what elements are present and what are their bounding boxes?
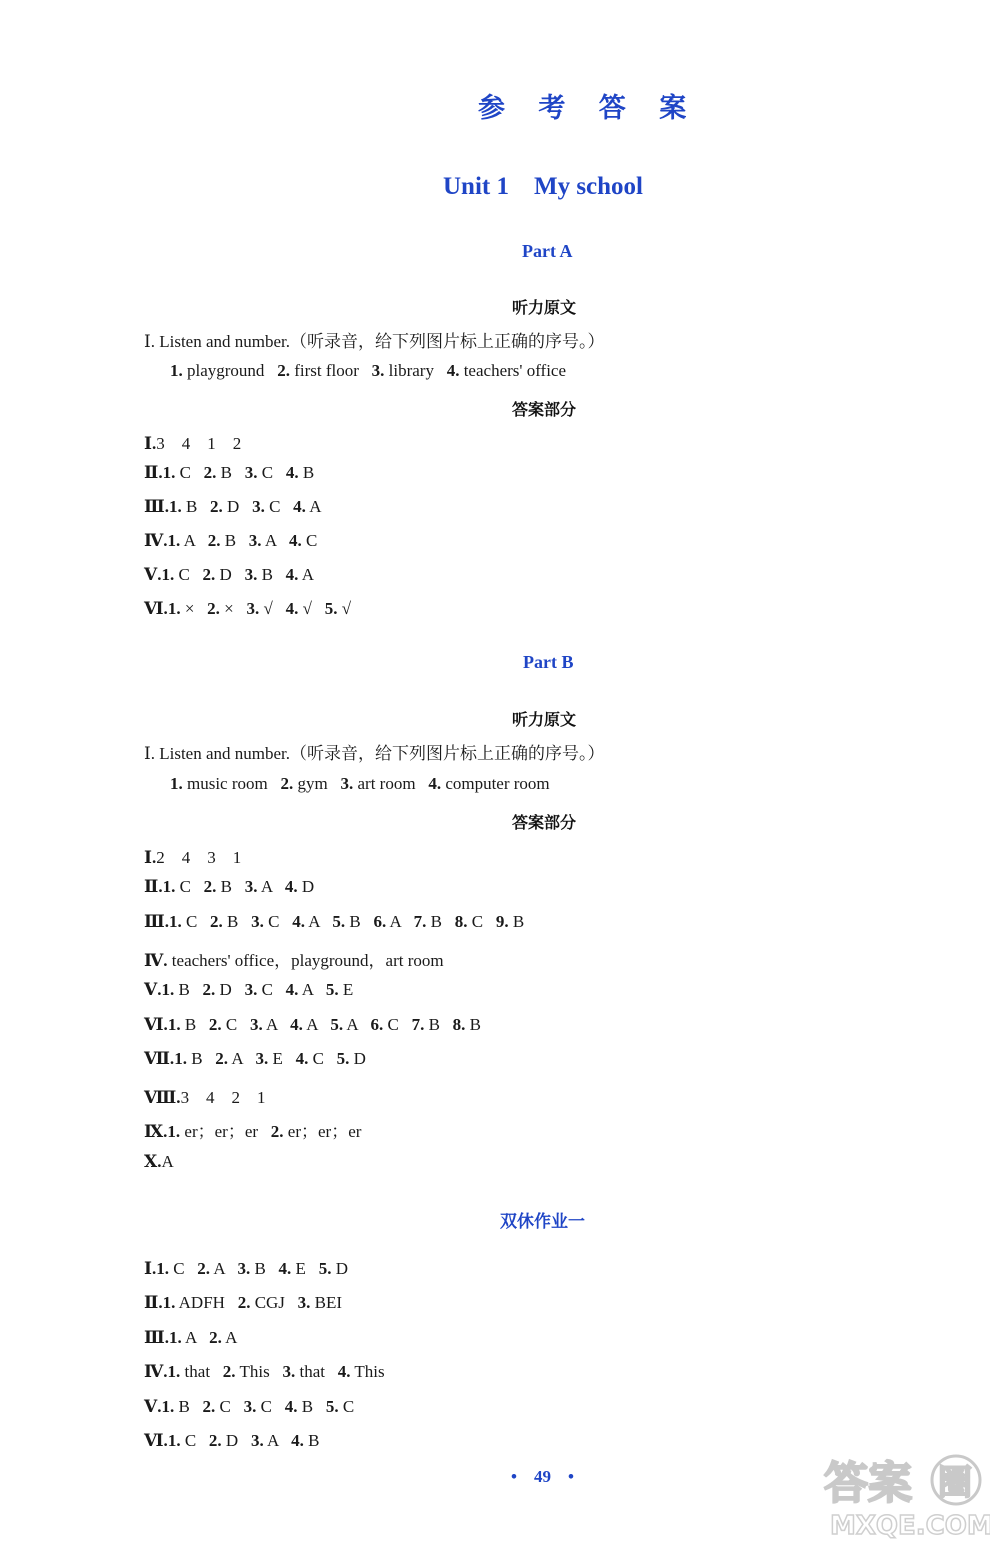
item-number: 3. [282, 1362, 296, 1382]
svg-text:答案: 答案 [824, 1458, 912, 1509]
svg-text:圈: 圈 [938, 1463, 972, 1503]
item-number: 4. [285, 599, 299, 618]
item-number: 2. [207, 531, 221, 550]
item-text: C [308, 1048, 337, 1068]
item-text: A [261, 531, 289, 550]
answer-row [144, 1117, 361, 1142]
item-number: 4. [446, 361, 460, 380]
item-text: A [343, 1014, 371, 1034]
item-text: A [298, 980, 326, 1000]
item-number: 2. [210, 497, 223, 516]
item-text: C [221, 1014, 250, 1034]
item-text: E [338, 980, 354, 1000]
item-number: 5. [325, 1396, 339, 1416]
item-number: 1. [161, 980, 175, 1000]
item-number: 3. [250, 1014, 263, 1034]
item-text: B [250, 1259, 279, 1278]
item-number: 2. [210, 911, 223, 931]
item-number: 2. [197, 1259, 211, 1278]
item-number: 6. [373, 911, 387, 931]
answer-row [144, 877, 314, 897]
item-text: A [181, 1327, 210, 1347]
roman-numeral: Ⅲ. [144, 1327, 169, 1347]
item-number: 1. [162, 1293, 176, 1313]
item-number: 2. [202, 980, 216, 1000]
item-text: gym [293, 774, 341, 793]
item-text: B [298, 463, 315, 482]
answer-row [144, 843, 241, 868]
item-text: B [222, 911, 252, 931]
item-number: 1. [168, 497, 182, 516]
item-number: 3. [244, 565, 258, 584]
item-text: √ [259, 599, 286, 618]
item-number: 3. [248, 531, 262, 550]
unit-title: Unit 1 My school [443, 173, 644, 200]
item-number: 4. [293, 497, 306, 516]
answer-row [144, 1049, 366, 1069]
item-text: A [304, 911, 333, 931]
item-text: 2 4 3 1 [156, 848, 242, 867]
item-number: 7. [413, 911, 427, 931]
answer-row [144, 429, 241, 454]
roman-numeral: Ⅱ. [144, 1293, 163, 1313]
item-number: 4. [291, 1431, 304, 1450]
item-number: 4. [290, 1014, 303, 1034]
part-b-listening-line [170, 774, 550, 794]
item-text: first floor [289, 361, 372, 380]
item-number: 1. [162, 463, 176, 482]
item-number: 3. [251, 911, 264, 931]
item-text: playground [182, 361, 278, 380]
item-number: 4. [284, 877, 298, 897]
item-number: 3. [244, 877, 258, 897]
item-number: 2. [202, 565, 216, 584]
answer-row [144, 1259, 348, 1279]
part-a-heading: Part A [522, 241, 573, 261]
item-text: C [215, 1396, 244, 1416]
item-text: 3 4 2 1 [180, 1088, 266, 1108]
item-number: 3. [297, 1293, 311, 1313]
answer-row [144, 1083, 266, 1108]
item-number: 5. [336, 1048, 350, 1068]
answer-row [144, 946, 444, 971]
item-text: D [221, 1431, 251, 1450]
item-number: 2. [270, 1122, 284, 1142]
item-text: C [383, 1014, 412, 1034]
item-text: B [174, 980, 203, 1000]
item-text: BEI [310, 1293, 343, 1313]
item-number: 5. [330, 1014, 344, 1034]
roman-numeral: Ⅶ. [144, 1048, 175, 1068]
item-text: C [301, 531, 318, 550]
item-number: 1. [167, 1122, 181, 1142]
item-number: 2. [203, 463, 217, 482]
item-number: 2. [280, 774, 294, 793]
item-text: er；er；er [180, 1122, 271, 1142]
item-text: B [508, 911, 525, 931]
item-number: 4. [285, 565, 299, 584]
item-number: 4. [278, 1259, 292, 1278]
item-text: ADFH [175, 1293, 238, 1313]
item-number: 4. [295, 1048, 309, 1068]
roman-numeral: Ⅸ. [144, 1122, 168, 1142]
roman-numeral: Ⅰ. [144, 1259, 157, 1278]
item-text: er；er；er [283, 1122, 362, 1142]
item-text: C [467, 911, 496, 931]
answer-row [144, 1293, 342, 1313]
item-text: A [221, 1327, 238, 1347]
item-number: 1. [167, 1362, 181, 1382]
item-text: E [291, 1259, 319, 1278]
item-text: C [175, 877, 204, 897]
answer-row [144, 1431, 319, 1451]
item-number: 1. [167, 1431, 181, 1450]
item-number: 4. [428, 774, 442, 793]
page-title: 参 考 答 案 [478, 93, 699, 124]
item-number: 3. [340, 774, 354, 793]
item-number: 2. [208, 1014, 222, 1034]
part-b-heading: Part B [523, 652, 574, 672]
roman-numeral: Ⅹ. [144, 1151, 162, 1171]
item-text: B [297, 1396, 326, 1416]
item-number: 2. [209, 1327, 222, 1347]
item-text: A [298, 565, 315, 584]
part-a-listening-line [170, 361, 566, 381]
item-text: C [263, 911, 293, 931]
item-number: 2. [207, 599, 220, 618]
item-text: A [161, 1151, 174, 1171]
item-number: 3. [250, 1431, 264, 1450]
item-text: that [180, 1362, 223, 1382]
item-text: A [263, 1431, 292, 1450]
roman-numeral: Ⅰ. [144, 434, 157, 453]
item-number: 3. [255, 1048, 269, 1068]
item-text: √ [298, 599, 325, 618]
roman-numeral: Ⅴ. [144, 565, 162, 584]
roman-numeral: Ⅱ. [144, 877, 163, 897]
item-number: 2. [215, 1048, 229, 1068]
item-number: 8. [454, 911, 468, 931]
item-text: teachers' office，playground，art room [167, 950, 444, 970]
weekend-heading: 双休作业一 [500, 1212, 585, 1232]
item-number: 2. [277, 361, 290, 380]
item-number: 1. [168, 1327, 182, 1347]
item-text: This [235, 1362, 283, 1382]
item-text: A [386, 911, 414, 931]
item-number: 3. [246, 599, 260, 618]
item-number: 5. [325, 980, 339, 1000]
answer-row [144, 980, 353, 1000]
roman-numeral: Ⅵ. [144, 1431, 168, 1450]
item-text: B [465, 1014, 481, 1034]
part-b-listening-heading: 听力原文 [512, 710, 577, 729]
answer-row [144, 599, 351, 619]
item-text: that [295, 1362, 338, 1382]
item-number: 4. [337, 1362, 351, 1382]
item-text: C [338, 1396, 355, 1416]
answer-row [144, 1362, 385, 1382]
roman-numeral: Ⅴ. [144, 980, 162, 1000]
item-text: B [220, 531, 249, 550]
item-text: B [426, 911, 455, 931]
roman-numeral: Ⅱ. [144, 463, 163, 482]
item-text: B [257, 565, 286, 584]
item-number: 2. [208, 1431, 222, 1450]
answer-row [144, 1397, 354, 1417]
item-number: 4. [285, 980, 299, 1000]
item-text: A [257, 877, 285, 897]
answer-row [144, 463, 314, 483]
answer-row [144, 1015, 481, 1035]
answer-row [144, 1152, 174, 1172]
item-text: D [297, 877, 315, 897]
item-number: 2. [202, 1396, 216, 1416]
item-text: D [349, 1048, 366, 1068]
item-text: B [345, 911, 374, 931]
part-a-listening-heading: 听力原文 [512, 298, 577, 317]
item-text: × [219, 599, 247, 618]
item-text: C [168, 1259, 198, 1278]
item-number: 1. [156, 1259, 169, 1278]
roman-numeral: Ⅲ. [144, 911, 169, 931]
item-number: 2. [222, 1362, 236, 1382]
item-number: 2. [237, 1293, 251, 1313]
item-number: 1. [167, 599, 181, 618]
answer-row [144, 497, 322, 517]
item-text: C [257, 463, 286, 482]
item-text: C [264, 497, 294, 516]
item-text: 3 4 1 2 [156, 434, 242, 453]
item-text: B [180, 1014, 209, 1034]
part-a-answers-heading: 答案部分 [512, 400, 577, 419]
item-number: 3. [243, 1396, 257, 1416]
item-number: 1. [167, 1014, 181, 1034]
item-text: computer room [441, 774, 550, 793]
item-text: √ [337, 599, 352, 618]
item-text: × [180, 599, 208, 618]
roman-numeral: Ⅲ. [144, 497, 169, 516]
item-number: 1. [170, 361, 183, 380]
item-number: 5. [324, 599, 338, 618]
item-text: A [228, 1048, 256, 1068]
item-number: 4. [285, 463, 299, 482]
item-number: 3. [237, 1259, 251, 1278]
item-number: 9. [495, 911, 509, 931]
item-text: D [215, 565, 245, 584]
part-a-listening-item: Ⅰ. Listen and number.（听录音，给下列图片标上正确的序号。） [144, 332, 605, 351]
item-text: B [216, 877, 245, 897]
answer-row [144, 531, 317, 551]
roman-numeral: Ⅳ. [144, 1362, 168, 1382]
item-text: B [186, 1048, 216, 1068]
item-text: D [331, 1259, 348, 1278]
item-number: 1. [167, 531, 181, 550]
answer-row [144, 1328, 237, 1348]
item-text: C [175, 463, 204, 482]
item-text: B [424, 1014, 453, 1034]
item-number: 3. [252, 497, 265, 516]
item-text: teachers' office [459, 361, 567, 380]
part-b-answers-heading: 答案部分 [512, 813, 577, 832]
item-number: 8. [452, 1014, 466, 1034]
item-text: C [256, 1396, 285, 1416]
item-text: art room [353, 774, 429, 793]
item-number: 1. [162, 877, 176, 897]
roman-numeral: Ⅰ. [144, 848, 157, 867]
answer-row [144, 565, 314, 585]
roman-numeral: Ⅳ. [144, 950, 168, 970]
item-text: A [210, 1259, 238, 1278]
item-text: B [181, 497, 211, 516]
item-number: 3. [244, 463, 258, 482]
roman-numeral: Ⅵ. [144, 1014, 168, 1034]
item-text: This [350, 1362, 385, 1382]
item-text: D [215, 980, 245, 1000]
item-text: A [302, 1014, 331, 1034]
item-number: 3. [371, 361, 385, 380]
item-text: B [216, 463, 245, 482]
item-text: A [262, 1014, 291, 1034]
item-number: 1. [161, 1396, 175, 1416]
item-text: B [303, 1431, 320, 1450]
watermark-logo [820, 1440, 990, 1540]
item-text: CGJ [250, 1293, 298, 1313]
item-text: B [174, 1396, 203, 1416]
item-text: D [222, 497, 253, 516]
item-number: 4. [284, 1396, 298, 1416]
item-text: C [181, 911, 211, 931]
item-number: 4. [288, 531, 302, 550]
watermark-logo-graphic [820, 1440, 990, 1540]
item-number: 1. [168, 911, 182, 931]
part-b-listening-item: Ⅰ. Listen and number.（听录音，给下列图片标上正确的序号。） [144, 744, 605, 763]
item-text: C [257, 980, 286, 1000]
item-text: E [268, 1048, 296, 1068]
roman-numeral: Ⅳ. [144, 531, 168, 550]
item-text: A [305, 497, 322, 516]
answer-row [144, 912, 524, 932]
item-number: 3. [244, 980, 258, 1000]
item-number: 2. [203, 877, 217, 897]
page-number: • 49 • [511, 1467, 574, 1486]
item-number: 1. [170, 774, 183, 793]
roman-numeral: Ⅵ. [144, 599, 168, 618]
item-number: 1. [174, 1048, 187, 1068]
item-text: music room [182, 774, 281, 793]
item-number: 5. [318, 1259, 332, 1278]
roman-numeral: Ⅷ. [144, 1088, 181, 1108]
item-number: 7. [411, 1014, 425, 1034]
item-text: A [180, 531, 208, 550]
item-number: 1. [161, 565, 175, 584]
item-number: 4. [292, 911, 305, 931]
item-text: C [180, 1431, 209, 1450]
roman-numeral: Ⅴ. [144, 1396, 162, 1416]
item-number: 6. [370, 1014, 384, 1034]
svg-text:MXQE.COM: MXQE.COM [830, 1511, 990, 1540]
item-text: C [174, 565, 203, 584]
item-number: 5. [332, 911, 346, 931]
item-text: library [384, 361, 447, 380]
